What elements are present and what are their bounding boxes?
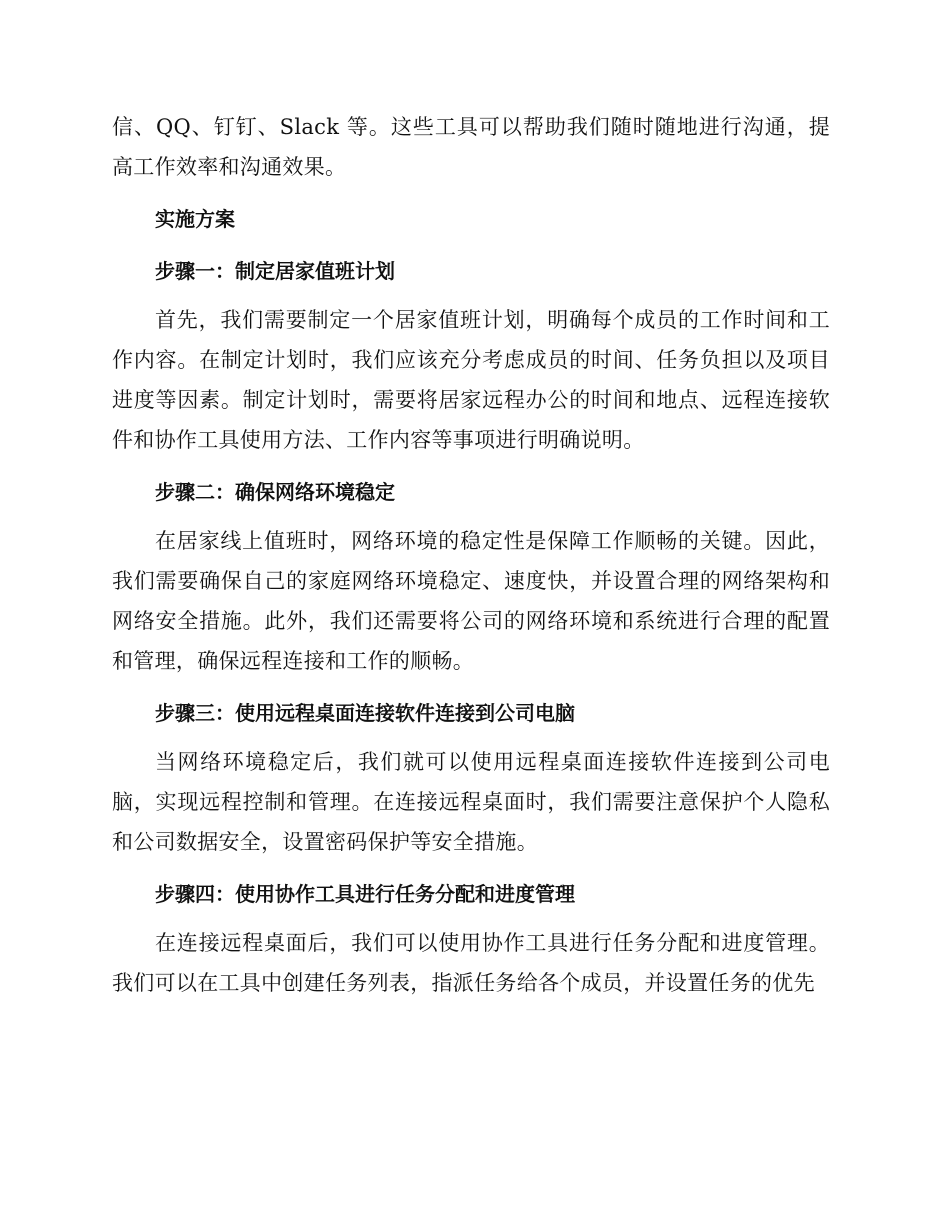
step-4-body: 在连接远程桌面后，我们可以使用协作工具进行任务分配和进度管理。我们可以在工具中创建任务列表，指派任务给各个成员，并设置任务的优先: [112, 931, 830, 995]
step-1-heading: 步骤一：制定居家值班计划: [155, 259, 395, 283]
step-2-body: 在居家线上值班时，网络环境的稳定性是保障工作顺畅的关键。因此，我们需要确保自己的家庭网络环境稳定、速度快，并设置合理的网络架构和网络安全措施。此外，我们还需要将公司的网络环境和系统进行合理的配置和管理，确保远程连接和工作的顺畅。: [112, 529, 830, 673]
step-1-body: 首先，我们需要制定一个居家值班计划，明确每个成员的工作时间和工作内容。在制定计划时，我们应该充分考虑成员的时间、任务负担以及项目进度等因素。制定计划时，需要将居家远程办公的时间和地点、远程连接软件和协作工具使用方法、工作内容等事项进行明确说明。: [112, 308, 830, 452]
step-4-heading: 步骤四：使用协作工具进行任务分配和进度管理: [155, 882, 575, 906]
step-2-heading: 步骤二：确保网络环境稳定: [155, 480, 395, 504]
intro-paragraph: 信、QQ、钉钉、Slack 等。这些工具可以帮助我们随时随地进行沟通，提高工作效率和沟通效果。: [112, 115, 830, 179]
section-title: 实施方案: [155, 207, 235, 231]
document-page: [112, 107, 830, 1003]
step-3-heading: 步骤三：使用远程桌面连接软件连接到公司电脑: [155, 701, 575, 725]
step-3-body: 当网络环境稳定后，我们就可以使用远程桌面连接软件连接到公司电脑，实现远程控制和管理。在连接远程桌面时，我们需要注意保护个人隐私和公司数据安全，设置密码保护等安全措施。: [112, 750, 830, 854]
